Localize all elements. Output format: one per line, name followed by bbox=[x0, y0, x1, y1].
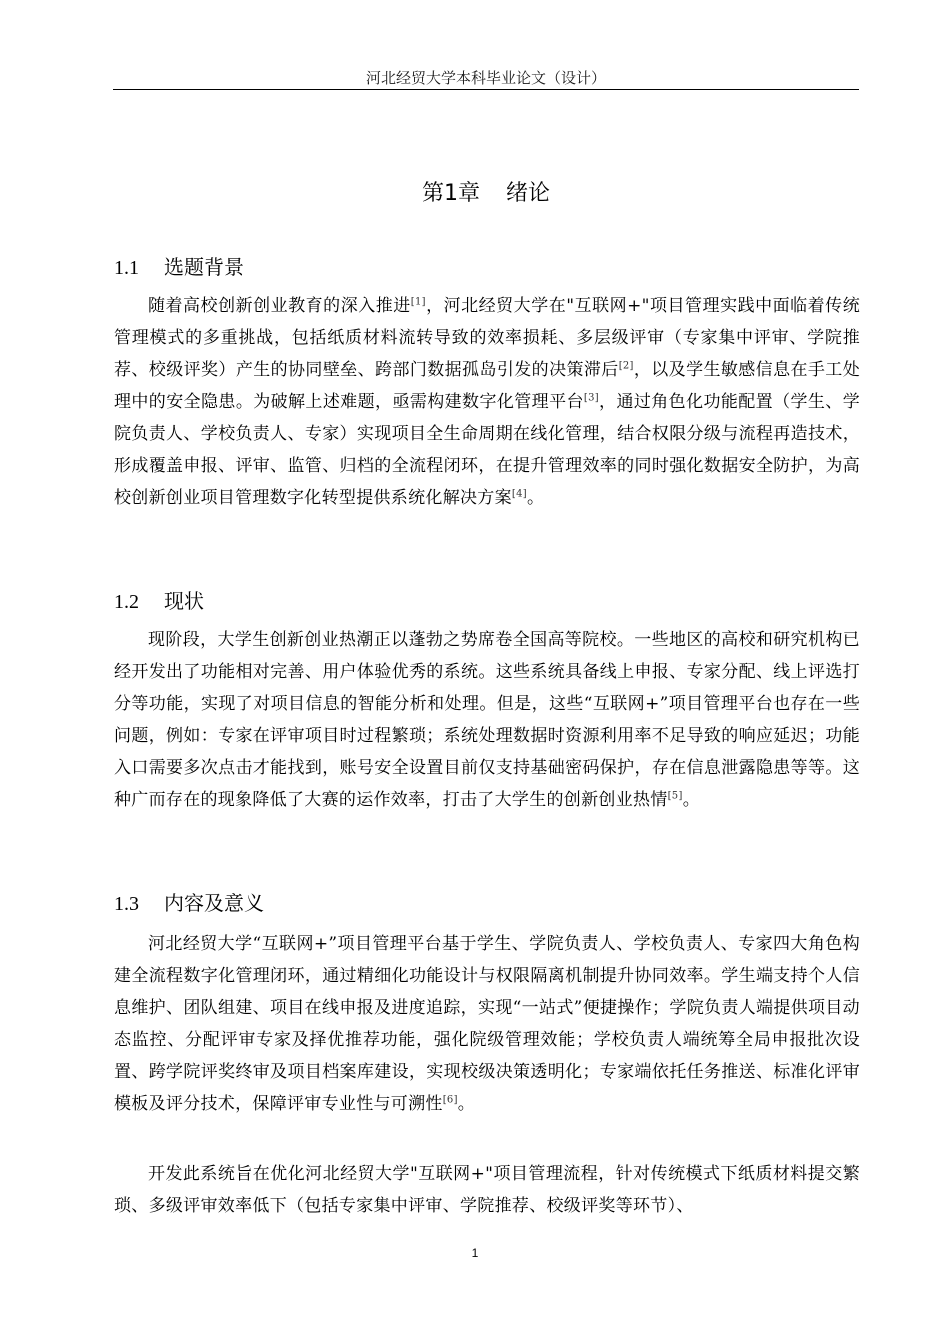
citation-ref: [5] bbox=[667, 790, 683, 802]
paragraph-text: ，以及学生敏感信息在手工处理中的安全隐患。为破解上述难题，亟需构建数字化管理平台 bbox=[114, 360, 860, 412]
citation-ref: [2] bbox=[618, 360, 634, 372]
paragraph-text: 。 bbox=[526, 488, 545, 508]
paragraph-text: 河北经贸大学“互联网+”项目管理平台基于学生、学院负责人、学校负责人、专家四大角色构建全流程数字化管理闭环，通过精细化功能设计与权限隔离机制提升协同效率。学生端支持个人信息维护、团队组建、项目在线申报及进度追踪，实现“一站式”便捷操作；学院负责人端提供项目动态监控、分配评审专家及择优推荐功能，强化院级管理效能；学校负责人端统筹全局申报批次设置、跨学院评奖终审及项目档案库建设，实现校级决策透明化；专家端依托任务推送、标准化评审模板及评分技术，保障评审专业性与可溯性 bbox=[114, 934, 860, 1114]
paragraph-text: 。 bbox=[457, 1094, 476, 1114]
citation-ref: [6] bbox=[442, 1094, 458, 1106]
paragraph-text: 随着高校创新创业教育的深入推进 bbox=[148, 296, 411, 316]
paragraph-text: ，河北经贸大学在"互联网+"项目管理实践中面临着传统管理模式的多重挑战，包括纸质材料流转导致的效率损耗、多层级评审（专家集中评审、学院推荐、校级评奖）产生的协同壁垒、跨部门数据孤岛引发的决策滞后 bbox=[114, 296, 860, 380]
paragraph-text: 开发此系统旨在优化河北经贸大学"互联网+"项目管理流程，针对传统模式下纸质材料提交繁琐、多级评审效率低下（包括专家集中评审、学院推荐、校级评奖等环节）、 bbox=[114, 1164, 860, 1216]
chapter-name: 绪论 bbox=[505, 181, 550, 206]
paragraph-text: 。 bbox=[682, 790, 700, 810]
section-title-text: 内容及意义 bbox=[164, 891, 264, 915]
section-heading-1-1 bbox=[114, 252, 244, 283]
section-number: 1.3 bbox=[114, 893, 139, 915]
paragraph-background bbox=[114, 290, 860, 514]
paragraph-text: ，通过角色化功能配置（学生、学院负责人、学校负责人、专家）实现项目全生命周期在线化管理，结合权限分级与流程再造技术，形成覆盖申报、评审、监管、归档的全流程闭环，在提升管理效率的同时强化数据安全防护，为高校创新创业项目管理数字化转型提供系统化解决方案 bbox=[114, 392, 860, 508]
section-heading-1-2 bbox=[114, 586, 204, 617]
section-heading-1-3 bbox=[114, 888, 264, 919]
chapter-number: 第1章 bbox=[421, 181, 480, 206]
paragraph-purpose bbox=[114, 1158, 860, 1222]
section-number: 1.2 bbox=[114, 591, 139, 613]
citation-ref: [3] bbox=[583, 392, 599, 404]
page-number: 1 bbox=[471, 1246, 479, 1260]
chapter-title bbox=[113, 178, 859, 210]
section-title-text: 选题背景 bbox=[164, 255, 244, 279]
citation-ref: [1] bbox=[410, 296, 426, 308]
section-number: 1.1 bbox=[114, 257, 139, 279]
paragraph-text: 现阶段，大学生创新创业热潮正以蓬勃之势席卷全国高等院校。一些地区的高校和研究机构已经开发出了功能相对完善、用户体验优秀的系统。这些系统具备线上申报、专家分配、线上评选打分等功能，实现了对项目信息的智能分析和处理。但是，这些“互联网+”项目管理平台也存在一些问题，例如：专家在评审项目时过程繁琐；系统处理数据时资源利用率不足导致的响应延迟；功能入口需要多次点击才能找到，账号安全设置目前仅支持基础密码保护，存在信息泄露隐患等等。这种广而存在的现象降低了大赛的运作效率，打击了大学生的创新创业热情 bbox=[114, 630, 860, 810]
section-title-text: 现状 bbox=[164, 589, 204, 613]
paragraph-status bbox=[114, 624, 860, 816]
citation-ref: [4] bbox=[511, 488, 527, 500]
page-header: 河北经贸大学本科毕业论文（设计） bbox=[365, 69, 606, 87]
paragraph-content bbox=[114, 928, 860, 1120]
header-rule bbox=[113, 89, 859, 90]
